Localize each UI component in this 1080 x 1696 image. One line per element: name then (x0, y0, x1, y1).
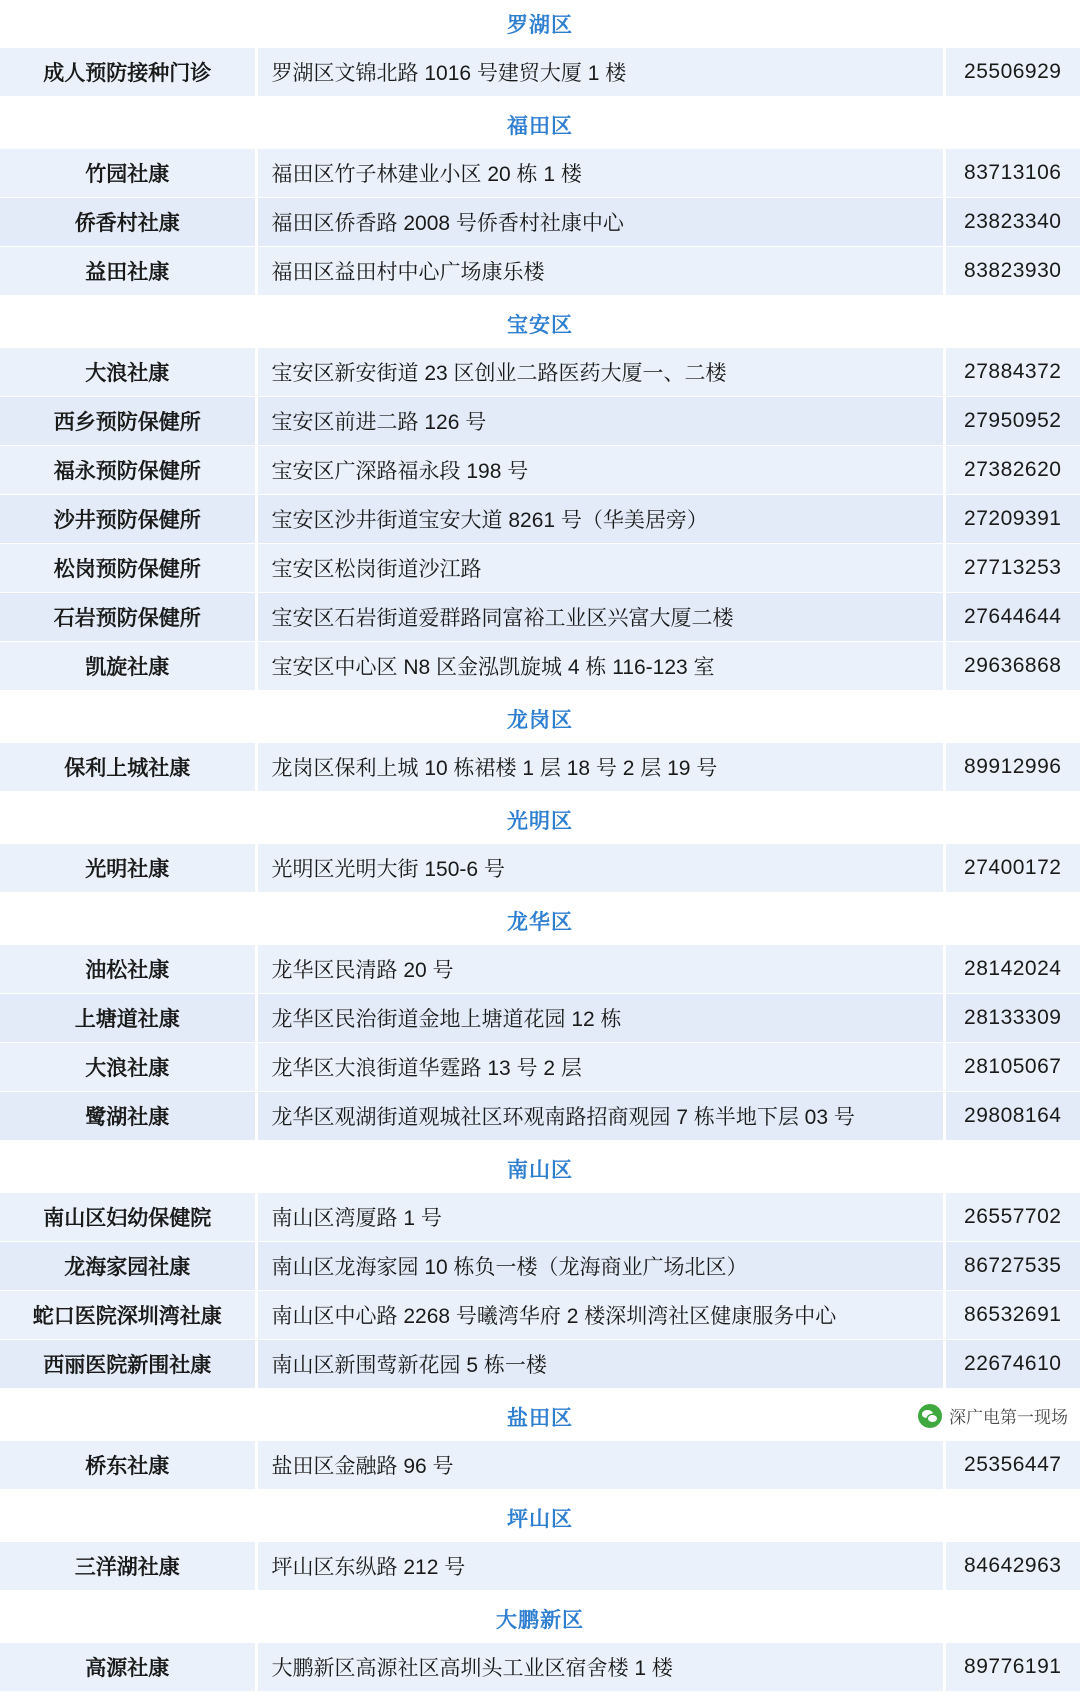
table-row (0, 1340, 1080, 1389)
district-heading-row (0, 1595, 1080, 1643)
clinic-name-cell: 侨香村社康 (0, 198, 256, 247)
clinic-address-cell: 宝安区中心区 N8 区金泓凯旋城 4 栋 116-123 室 (256, 642, 944, 691)
clinic-address-cell: 龙华区民清路 20 号 (256, 945, 944, 994)
clinic-address-cell: 龙华区大浪街道华霆路 13 号 2 层 (256, 1043, 944, 1092)
clinic-phone-cell: 89912996 (944, 743, 1080, 792)
clinic-name-cell: 油松社康 (0, 945, 256, 994)
clinic-address-cell: 龙岗区保利上城 10 栋裙楼 1 层 18 号 2 层 19 号 (256, 743, 944, 792)
clinic-phone-cell: 27644644 (944, 593, 1080, 642)
district-heading: 大鹏新区 (0, 1595, 1080, 1643)
clinic-address-cell: 龙华区观湖街道观城社区环观南路招商观园 7 栋半地下层 03 号 (256, 1092, 944, 1141)
clinic-address-cell: 坪山区东纵路 212 号 (256, 1542, 944, 1591)
table-row (0, 397, 1080, 446)
district-heading: 罗湖区 (0, 0, 1080, 48)
table-row (0, 1441, 1080, 1490)
clinic-name-cell: 益田社康 (0, 247, 256, 296)
clinic-address-cell: 龙华区民治街道金地上塘道花园 12 栋 (256, 994, 944, 1043)
wechat-icon (918, 1404, 942, 1428)
district-heading: 坪山区 (0, 1494, 1080, 1542)
clinic-name-cell: 高源社康 (0, 1643, 256, 1692)
table-row (0, 1043, 1080, 1092)
clinic-address-cell: 南山区龙海家园 10 栋负一楼（龙海商业广场北区） (256, 1242, 944, 1291)
district-heading-row (0, 1494, 1080, 1542)
clinic-address-cell: 南山区湾厦路 1 号 (256, 1193, 944, 1242)
table-row (0, 642, 1080, 691)
clinic-name-cell: 石岩预防保健所 (0, 593, 256, 642)
clinic-phone-cell: 89776191 (944, 1643, 1080, 1692)
district-heading: 龙华区 (0, 897, 1080, 945)
table-row (0, 48, 1080, 97)
clinic-phone-cell: 83713106 (944, 149, 1080, 198)
clinic-phone-cell: 28105067 (944, 1043, 1080, 1092)
clinic-name-cell: 西丽医院新围社康 (0, 1340, 256, 1389)
clinic-phone-cell: 27884372 (944, 348, 1080, 397)
clinic-address-cell: 大鹏新区高源社区高圳头工业区宿舍楼 1 楼 (256, 1643, 944, 1692)
table-row (0, 1542, 1080, 1591)
clinic-address-cell: 福田区益田村中心广场康乐楼 (256, 247, 944, 296)
clinic-phone-cell: 27713253 (944, 544, 1080, 593)
section-spacer (0, 1692, 1080, 1696)
clinic-address-cell: 盐田区金融路 96 号 (256, 1441, 944, 1490)
clinic-name-cell: 松岗预防保健所 (0, 544, 256, 593)
district-heading: 南山区 (0, 1145, 1080, 1193)
table-row (0, 1092, 1080, 1141)
clinic-phone-cell: 26557702 (944, 1193, 1080, 1242)
table-row (0, 247, 1080, 296)
clinic-phone-cell: 27382620 (944, 446, 1080, 495)
clinic-name-cell: 南山区妇幼保健院 (0, 1193, 256, 1242)
clinic-phone-cell: 23823340 (944, 198, 1080, 247)
table-row (0, 593, 1080, 642)
clinic-phone-cell: 28133309 (944, 994, 1080, 1043)
clinic-address-cell: 福田区侨香路 2008 号侨香村社康中心 (256, 198, 944, 247)
clinic-phone-cell: 27400172 (944, 844, 1080, 893)
clinic-phone-cell: 27950952 (944, 397, 1080, 446)
watermark (918, 1403, 1068, 1428)
table-row (0, 844, 1080, 893)
clinic-address-cell: 宝安区新安街道 23 区创业二路医药大厦一、二楼 (256, 348, 944, 397)
district-heading-row (0, 695, 1080, 743)
clinic-phone-cell: 86727535 (944, 1242, 1080, 1291)
table-row (0, 1643, 1080, 1692)
district-heading: 光明区 (0, 796, 1080, 844)
clinic-phone-cell: 29808164 (944, 1092, 1080, 1141)
watermark-label: 深广电第一现场 (949, 1403, 1068, 1428)
district-heading: 宝安区 (0, 300, 1080, 348)
clinic-address-cell: 宝安区前进二路 126 号 (256, 397, 944, 446)
clinic-name-cell: 光明社康 (0, 844, 256, 893)
district-heading-row (0, 897, 1080, 945)
clinic-phone-cell: 29636868 (944, 642, 1080, 691)
district-heading-row (0, 1145, 1080, 1193)
clinic-address-cell: 宝安区沙井街道宝安大道 8261 号（华美居旁） (256, 495, 944, 544)
table-row (0, 1193, 1080, 1242)
clinic-phone-cell: 25356447 (944, 1441, 1080, 1490)
clinic-address-cell: 光明区光明大街 150-6 号 (256, 844, 944, 893)
table-row (0, 945, 1080, 994)
clinic-name-cell: 龙海家园社康 (0, 1242, 256, 1291)
district-heading-row (0, 101, 1080, 149)
district-heading: 龙岗区 (0, 695, 1080, 743)
table-row (0, 743, 1080, 792)
clinic-phone-cell: 86532691 (944, 1291, 1080, 1340)
clinic-name-cell: 成人预防接种门诊 (0, 48, 256, 97)
clinic-phone-cell: 84642963 (944, 1542, 1080, 1591)
clinic-name-cell: 三洋湖社康 (0, 1542, 256, 1591)
clinic-name-cell: 保利上城社康 (0, 743, 256, 792)
clinic-name-cell: 上塘道社康 (0, 994, 256, 1043)
clinic-address-cell: 福田区竹子林建业小区 20 栋 1 楼 (256, 149, 944, 198)
clinic-name-cell: 竹园社康 (0, 149, 256, 198)
clinic-name-cell: 蛇口医院深圳湾社康 (0, 1291, 256, 1340)
clinic-phone-cell: 25506929 (944, 48, 1080, 97)
clinic-name-cell: 西乡预防保健所 (0, 397, 256, 446)
clinic-name-cell: 大浪社康 (0, 348, 256, 397)
clinic-phone-cell: 28142024 (944, 945, 1080, 994)
clinic-address-cell: 南山区新围莺新花园 5 栋一楼 (256, 1340, 944, 1389)
clinic-name-cell: 福永预防保健所 (0, 446, 256, 495)
table-row (0, 149, 1080, 198)
table-row (0, 198, 1080, 247)
clinic-name-cell: 沙井预防保健所 (0, 495, 256, 544)
clinic-address-cell: 宝安区松岗街道沙江路 (256, 544, 944, 593)
clinic-address-cell: 罗湖区文锦北路 1016 号建贸大厦 1 楼 (256, 48, 944, 97)
table-row (0, 446, 1080, 495)
clinic-address-cell: 南山区中心路 2268 号曦湾华府 2 楼深圳湾社区健康服务中心 (256, 1291, 944, 1340)
district-heading-row (0, 0, 1080, 48)
clinic-phone-cell: 27209391 (944, 495, 1080, 544)
section-spacer-cell (0, 1692, 1080, 1696)
clinic-name-cell: 凯旋社康 (0, 642, 256, 691)
clinic-address-cell: 宝安区石岩街道爱群路同富裕工业区兴富大厦二楼 (256, 593, 944, 642)
district-heading-row (0, 796, 1080, 844)
clinic-address-cell: 宝安区广深路福永段 198 号 (256, 446, 944, 495)
district-heading: 盐田区 (0, 1393, 1080, 1441)
clinic-phone-cell: 83823930 (944, 247, 1080, 296)
table-row (0, 1291, 1080, 1340)
table-row (0, 1242, 1080, 1291)
table-row (0, 544, 1080, 593)
clinic-name-cell: 鹭湖社康 (0, 1092, 256, 1141)
district-heading: 福田区 (0, 101, 1080, 149)
table-row (0, 495, 1080, 544)
clinic-phone-cell: 22674610 (944, 1340, 1080, 1389)
clinic-name-cell: 大浪社康 (0, 1043, 256, 1092)
clinic-name-cell: 桥东社康 (0, 1441, 256, 1490)
district-heading-row (0, 300, 1080, 348)
table-row (0, 994, 1080, 1043)
table-row (0, 348, 1080, 397)
